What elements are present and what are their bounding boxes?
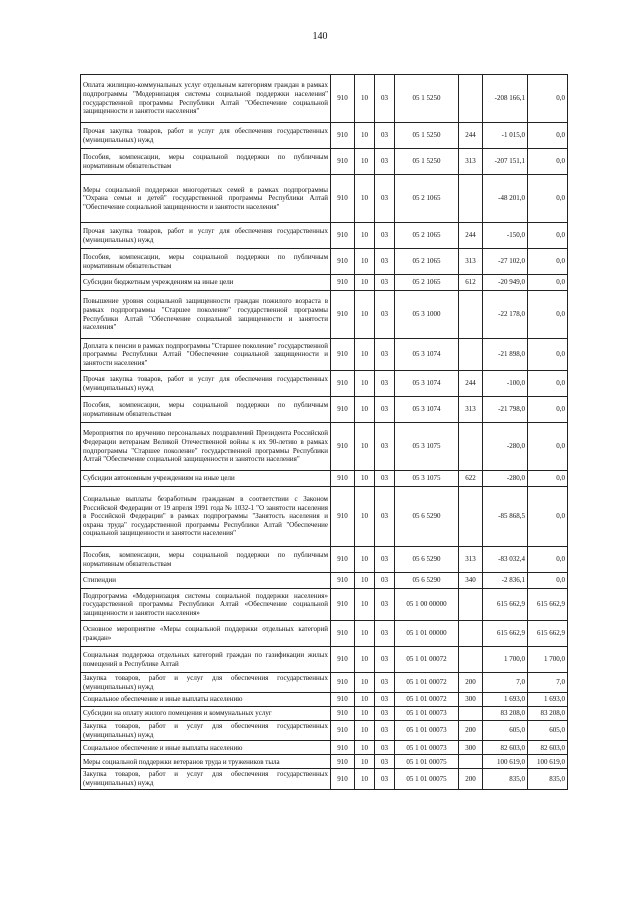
total-amount: 0,0 [528,339,568,371]
subsection-code: 03 [375,175,395,223]
subsection-code: 03 [375,721,395,741]
row-name: Оплата жилищно-коммунальных услуг отдельным категориям граждан в рамках подпрограммы "Модернизация системы социальной поддержки населения" государственной программы Республики Алтай "Обеспечение социальной защищенности и занятости населения" [81,75,331,123]
expense-type: 612 [459,275,483,291]
target-article: 05 1 00 00000 [395,589,459,621]
row-name: Закупка товаров, работ и услуг для обеспечения государственных (муниципальных) нужд [81,673,331,693]
table-row [81,423,568,471]
section-code: 10 [355,471,375,487]
subsection-code: 03 [375,673,395,693]
table-row [81,371,568,397]
target-article: 05 1 01 00073 [395,741,459,755]
page-number: 140 [312,31,328,42]
section-code: 10 [355,707,375,721]
target-article: 05 1 01 00072 [395,647,459,673]
section-code: 10 [355,673,375,693]
subsection-code: 03 [375,75,395,123]
ministry-code: 910 [331,223,355,249]
expense-type [459,423,483,471]
expense-type [459,707,483,721]
row-name: Закупка товаров, работ и услуг для обеспечения государственных (муниципальных) нужд [81,769,331,789]
ministry-code: 910 [331,123,355,149]
expense-type: 244 [459,123,483,149]
ministry-code: 910 [331,547,355,573]
total-amount: 82 603,0 [528,741,568,755]
section-code: 10 [355,423,375,471]
change-amount: 615 662,9 [483,589,528,621]
expense-type: 244 [459,371,483,397]
subsection-code: 03 [375,487,395,547]
expense-type: 622 [459,471,483,487]
target-article: 05 1 01 00075 [395,769,459,789]
subsection-code: 03 [375,223,395,249]
ministry-code: 910 [331,693,355,707]
subsection-code: 03 [375,397,395,423]
row-name: Субсидии на оплату жилого помещения и коммунальных услуг [81,707,331,721]
total-amount: 0,0 [528,223,568,249]
table-row [81,487,568,547]
subsection-code: 03 [375,471,395,487]
ministry-code: 910 [331,647,355,673]
expense-type [459,621,483,647]
table-row [81,249,568,275]
table-row [81,547,568,573]
subsection-code: 03 [375,423,395,471]
section-code: 10 [355,291,375,339]
section-code: 10 [355,339,375,371]
table-row [81,721,568,741]
row-name: Повышение уровня социальной защищенности граждан пожилого возраста в рамках подпрограммы "Старшее поколение" государственной программы Республики Алтай "Обеспечение социальной защищенности и занятости населения" [81,291,331,339]
target-article: 05 3 1074 [395,371,459,397]
expense-type [459,175,483,223]
ministry-code: 910 [331,149,355,175]
section-code: 10 [355,693,375,707]
expense-type: 313 [459,249,483,275]
section-code: 10 [355,75,375,123]
change-amount: 1 700,0 [483,647,528,673]
total-amount: 605,0 [528,721,568,741]
section-code: 10 [355,721,375,741]
table-row [81,693,568,707]
expense-type: 313 [459,149,483,175]
table-row [81,741,568,755]
ministry-code: 910 [331,423,355,471]
total-amount: 0,0 [528,371,568,397]
ministry-code: 910 [331,275,355,291]
ministry-code: 910 [331,673,355,693]
table-row [81,223,568,249]
row-name: Прочая закупка товаров, работ и услуг для обеспечения государственных (муниципальных) нужд [81,223,331,249]
expense-type: 300 [459,693,483,707]
change-amount: 82 603,0 [483,741,528,755]
target-article: 05 2 1065 [395,249,459,275]
ministry-code: 910 [331,291,355,339]
ministry-code: 910 [331,339,355,371]
row-name: Меры социальной поддержки ветеранов труда и тружеников тыла [81,755,331,769]
change-amount: 605,0 [483,721,528,741]
total-amount: 0,0 [528,249,568,275]
change-amount: -85 868,5 [483,487,528,547]
total-amount: 100 619,0 [528,755,568,769]
ministry-code: 910 [331,621,355,647]
ministry-code: 910 [331,707,355,721]
row-name: Подпрограмма «Модернизация системы социальной поддержки населения» государственной программы Республики Алтай «Обеспечение социальной защищенности и занятости населения» [81,589,331,621]
change-amount: -100,0 [483,371,528,397]
row-name: Стипендии [81,573,331,589]
table-row [81,755,568,769]
change-amount: -207 151,1 [483,149,528,175]
total-amount: 1 700,0 [528,647,568,673]
total-amount: 0,0 [528,149,568,175]
ministry-code: 910 [331,371,355,397]
budget-table-body [81,75,568,790]
change-amount: 7,0 [483,673,528,693]
section-code: 10 [355,397,375,423]
subsection-code: 03 [375,769,395,789]
row-name: Пособия, компенсации, меры социальной поддержки по публичным нормативным обязательствам [81,547,331,573]
ministry-code: 910 [331,397,355,423]
ministry-code: 910 [331,487,355,547]
section-code: 10 [355,755,375,769]
change-amount: -280,0 [483,423,528,471]
expense-type [459,75,483,123]
row-name: Социальное обеспечение и иные выплаты населению [81,741,331,755]
ministry-code: 910 [331,249,355,275]
expense-type [459,589,483,621]
change-amount: -27 102,0 [483,249,528,275]
subsection-code: 03 [375,371,395,397]
change-amount: -22 178,0 [483,291,528,339]
expense-type [459,291,483,339]
target-article: 05 1 01 00072 [395,673,459,693]
expense-type: 300 [459,741,483,755]
subsection-code: 03 [375,249,395,275]
total-amount: 0,0 [528,423,568,471]
table-row [81,621,568,647]
change-amount: -21 798,0 [483,397,528,423]
total-amount: 0,0 [528,471,568,487]
row-name: Социальные выплаты безработным гражданам в соответствии с Законом Российской Федерации от 19 апреля 1991 года № 1032-1 "О занятости населения в Российской Федерации" в рамках подпрограммы "Занятость населения и охрана труда" государственной программы Республики Алтай "Обеспечение социальной защищенности и занятости населения" [81,487,331,547]
section-code: 10 [355,621,375,647]
section-code: 10 [355,769,375,789]
subsection-code: 03 [375,547,395,573]
target-article: 05 2 1065 [395,275,459,291]
expense-type [459,647,483,673]
target-article: 05 3 1074 [395,397,459,423]
target-article: 05 1 5250 [395,123,459,149]
section-code: 10 [355,275,375,291]
expense-type [459,339,483,371]
subsection-code: 03 [375,149,395,175]
change-amount: -280,0 [483,471,528,487]
change-amount: 835,0 [483,769,528,789]
ministry-code: 910 [331,741,355,755]
total-amount: 7,0 [528,673,568,693]
table-row [81,397,568,423]
subsection-code: 03 [375,707,395,721]
subsection-code: 03 [375,621,395,647]
expense-type: 200 [459,721,483,741]
expense-type: 340 [459,573,483,589]
row-name: Закупка товаров, работ и услуг для обеспечения государственных (муниципальных) нужд [81,721,331,741]
change-amount: -1 015,0 [483,123,528,149]
change-amount: 615 662,9 [483,621,528,647]
ministry-code: 910 [331,471,355,487]
total-amount: 0,0 [528,123,568,149]
ministry-code: 910 [331,755,355,769]
row-name: Основное мероприятие «Меры социальной поддержки отдельных категорий граждан» [81,621,331,647]
section-code: 10 [355,487,375,547]
ministry-code: 910 [331,721,355,741]
target-article: 05 6 5290 [395,487,459,547]
table-row [81,707,568,721]
ministry-code: 910 [331,589,355,621]
section-code: 10 [355,741,375,755]
target-article: 05 1 5250 [395,75,459,123]
target-article: 05 3 1074 [395,339,459,371]
expense-type: 200 [459,673,483,693]
subsection-code: 03 [375,339,395,371]
total-amount: 0,0 [528,75,568,123]
row-name: Социальное обеспечение и иные выплаты населению [81,693,331,707]
subsection-code: 03 [375,573,395,589]
table-row [81,471,568,487]
change-amount: -2 836,1 [483,573,528,589]
expense-type: 200 [459,769,483,789]
row-name: Субсидии автономным учреждениям на иные цели [81,471,331,487]
table-row [81,769,568,789]
subsection-code: 03 [375,693,395,707]
target-article: 05 1 5250 [395,149,459,175]
row-name: Пособия, компенсации, меры социальной поддержки по публичным нормативным обязательствам [81,249,331,275]
row-name: Прочая закупка товаров, работ и услуг для обеспечения государственных (муниципальных) нужд [81,371,331,397]
section-code: 10 [355,175,375,223]
section-code: 10 [355,589,375,621]
expense-type: 313 [459,547,483,573]
subsection-code: 03 [375,275,395,291]
table-row [81,275,568,291]
total-amount: 1 693,0 [528,693,568,707]
target-article: 05 3 1000 [395,291,459,339]
subsection-code: 03 [375,755,395,769]
section-code: 10 [355,547,375,573]
table-row [81,647,568,673]
ministry-code: 910 [331,175,355,223]
total-amount: 0,0 [528,291,568,339]
change-amount: -83 032,4 [483,547,528,573]
ministry-code: 910 [331,769,355,789]
subsection-code: 03 [375,589,395,621]
expense-type [459,487,483,547]
target-article: 05 1 01 00073 [395,721,459,741]
target-article: 05 3 1075 [395,423,459,471]
change-amount: -208 166,1 [483,75,528,123]
total-amount: 0,0 [528,487,568,547]
table-row [81,673,568,693]
total-amount: 0,0 [528,573,568,589]
total-amount: 0,0 [528,397,568,423]
row-name: Пособия, компенсации, меры социальной поддержки по публичным нормативным обязательствам [81,397,331,423]
change-amount: 100 619,0 [483,755,528,769]
expense-type [459,755,483,769]
row-name: Доплата к пенсии в рамках подпрограммы "Старшее поколение" государственной программы Республики Алтай "Обеспечение социальной защищенности и занятости населения" [81,339,331,371]
target-article: 05 6 5290 [395,573,459,589]
table-row [81,75,568,123]
section-code: 10 [355,149,375,175]
row-name: Прочая закупка товаров, работ и услуг для обеспечения государственных (муниципальных) нужд [81,123,331,149]
target-article: 05 1 01 00000 [395,621,459,647]
total-amount: 0,0 [528,275,568,291]
total-amount: 615 662,9 [528,621,568,647]
target-article: 05 1 01 00072 [395,693,459,707]
section-code: 10 [355,573,375,589]
change-amount: -21 898,0 [483,339,528,371]
table-row [81,291,568,339]
target-article: 05 6 5290 [395,547,459,573]
total-amount: 615 662,9 [528,589,568,621]
target-article: 05 3 1075 [395,471,459,487]
row-name: Мероприятия по вручению персональных поздравлений Президента Российской Федерации ветеранам Великой Отечественной войны к их 90-летию в рамках подпрограммы "Старшее поколение" государственной программы Республики Алтай "Обеспечение социальной защищенности и занятости населения" [81,423,331,471]
change-amount: -48 201,0 [483,175,528,223]
target-article: 05 2 1065 [395,223,459,249]
target-article: 05 1 01 00075 [395,755,459,769]
ministry-code: 910 [331,573,355,589]
expense-type: 244 [459,223,483,249]
section-code: 10 [355,223,375,249]
table-row [81,573,568,589]
total-amount: 0,0 [528,547,568,573]
table-row [81,339,568,371]
row-name: Социальная поддержка отдельных категорий граждан по газификации жилых помещений в Республике Алтай [81,647,331,673]
total-amount: 835,0 [528,769,568,789]
change-amount: 83 208,0 [483,707,528,721]
target-article: 05 1 01 00073 [395,707,459,721]
subsection-code: 03 [375,291,395,339]
ministry-code: 910 [331,75,355,123]
total-amount: 83 208,0 [528,707,568,721]
section-code: 10 [355,647,375,673]
table-row [81,175,568,223]
row-name: Меры социальной поддержки многодетных семей в рамках подпрограммы "Охрана семьи и детей" государственной программы Республики Алтай "Обеспечение социальной защищенности и занятости населения" [81,175,331,223]
subsection-code: 03 [375,647,395,673]
total-amount: 0,0 [528,175,568,223]
change-amount: 1 693,0 [483,693,528,707]
subsection-code: 03 [375,123,395,149]
row-name: Пособия, компенсации, меры социальной поддержки по публичным нормативным обязательствам [81,149,331,175]
expense-type: 313 [459,397,483,423]
section-code: 10 [355,371,375,397]
table-row [81,123,568,149]
table-row [81,589,568,621]
change-amount: -150,0 [483,223,528,249]
target-article: 05 2 1065 [395,175,459,223]
table-row [81,149,568,175]
budget-table [80,74,568,790]
section-code: 10 [355,249,375,275]
subsection-code: 03 [375,741,395,755]
section-code: 10 [355,123,375,149]
change-amount: -20 949,0 [483,275,528,291]
row-name: Субсидии бюджетным учреждениям на иные цели [81,275,331,291]
